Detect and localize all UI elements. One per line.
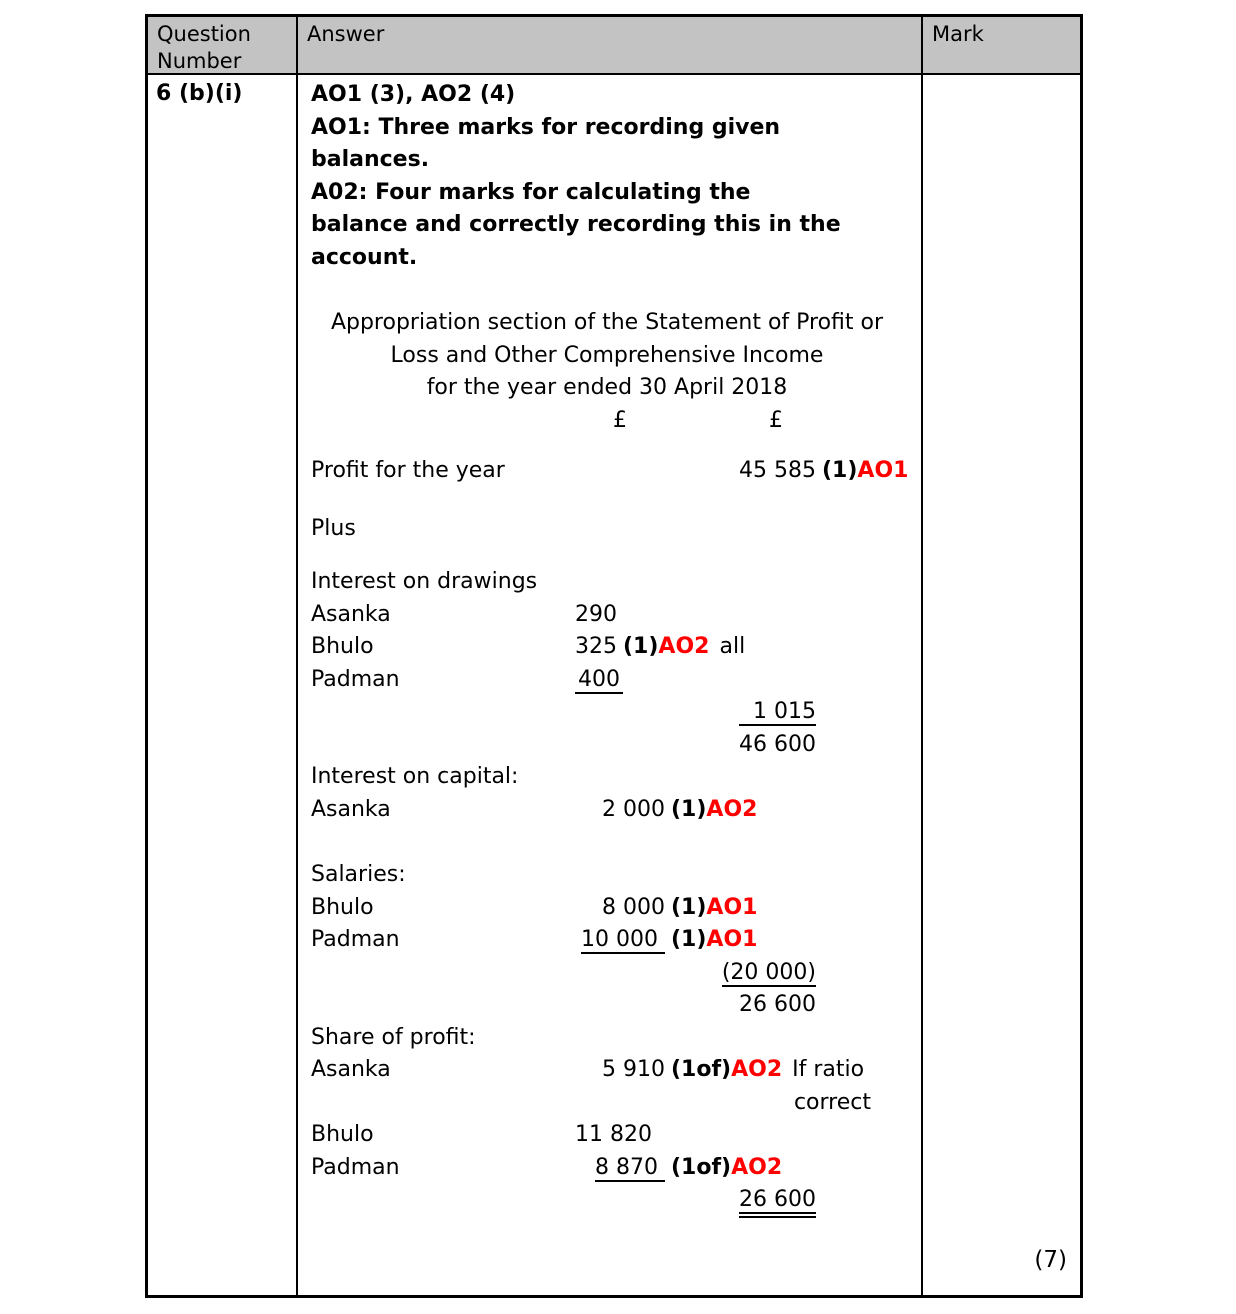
double-underlined-amount: 26 600 xyxy=(739,1187,816,1218)
line-sal-padman xyxy=(311,924,921,957)
ao-tag: AO2 xyxy=(658,634,710,659)
mark-value: (1) xyxy=(822,458,858,483)
line-iod-padman xyxy=(311,664,921,697)
row-amount: 325 xyxy=(575,634,617,659)
statement-title xyxy=(311,307,921,405)
row-amount: 5 910 xyxy=(602,1057,665,1082)
statement-title-line: Loss and Other Comprehensive Income xyxy=(390,342,824,368)
mark-value: (1of) xyxy=(671,1057,732,1082)
guidance-line: AO1 (3), AO2 (4) xyxy=(311,82,516,107)
line-shr-total xyxy=(311,1184,921,1217)
mark-value: (1of) xyxy=(671,1154,732,1180)
row-label: Bhulo xyxy=(311,1122,374,1147)
line-iod-subtotal xyxy=(311,696,921,729)
mark-value: (1) xyxy=(623,634,659,659)
row-amount: 45 585 xyxy=(739,458,816,483)
header-question-number: Question Number xyxy=(148,17,298,73)
question-number-cell: 6 (b)(i) xyxy=(148,75,298,1295)
row-amount xyxy=(575,924,665,957)
row-label: Padman xyxy=(311,666,400,692)
row-label: Asanka xyxy=(311,796,391,822)
mark-value: (1) xyxy=(671,796,707,822)
currency-symbol-col1: £ xyxy=(613,407,627,433)
subtotal-amount xyxy=(311,696,816,729)
marking-guidance-block xyxy=(311,79,921,274)
line-shr-padman xyxy=(311,1152,921,1185)
underlined-amount: (20 000) xyxy=(721,959,816,985)
row-amount: 290 xyxy=(575,601,617,627)
row-amount: 8 000 xyxy=(602,894,665,920)
statement-title-line: Appropriation section of the Statement of Profit or xyxy=(330,310,884,335)
row-label: Bhulo xyxy=(311,634,374,659)
ao-tag: AO1 xyxy=(706,927,758,952)
row-amount xyxy=(575,1152,665,1185)
line-sal-running-total xyxy=(311,989,921,1022)
guidance-line: A02: Four marks for calculating the xyxy=(311,179,751,205)
ao-tag: AO2 xyxy=(731,1154,783,1180)
ao-tag: AO1 xyxy=(706,894,758,920)
header-mark: Mark xyxy=(932,22,984,46)
line-plus: Plus xyxy=(311,515,356,541)
mark-cell xyxy=(923,75,1080,1295)
mark-annotation xyxy=(671,1155,782,1180)
line-sal-subtotal xyxy=(311,957,921,990)
line-profit-for-year xyxy=(311,455,921,488)
ao-tag: AO2 xyxy=(731,1057,783,1082)
line-shr-asanka xyxy=(311,1054,921,1087)
row-amount: 2 000 xyxy=(602,796,665,822)
table-header-row xyxy=(148,17,1080,75)
underlined-amount: 10 000 xyxy=(581,927,665,954)
annotation-note-continued: correct xyxy=(793,1089,871,1115)
line-shr-bhulo xyxy=(311,1119,921,1152)
underlined-amount: 1 015 xyxy=(739,699,816,726)
mark-annotation xyxy=(623,634,745,659)
ao-tag: AO2 xyxy=(706,796,758,822)
annotation-note: If ratio xyxy=(792,1057,865,1082)
guidance-line: balances. xyxy=(311,147,430,172)
row-label: Asanka xyxy=(311,601,391,627)
row-amount: 11 820 xyxy=(575,1122,652,1147)
guidance-line: balance and correctly recording this in the xyxy=(311,212,841,237)
answer-cell xyxy=(298,75,923,1295)
final-total-amount xyxy=(311,1184,816,1217)
currency-header-row xyxy=(311,405,921,438)
total-mark: (7) xyxy=(1034,1247,1067,1273)
heading-interest-on-drawings: Interest on drawings xyxy=(311,569,538,594)
heading-salaries: Salaries: xyxy=(311,862,406,887)
row-label: Profit for the year xyxy=(311,458,505,483)
line-shr-asanka-note2 xyxy=(311,1087,921,1120)
guidance-line: account. xyxy=(311,244,418,270)
mark-value: (1) xyxy=(671,927,707,952)
mark-annotation xyxy=(671,1057,864,1082)
mark-value: (1) xyxy=(671,894,707,920)
currency-symbol-col2: £ xyxy=(769,407,783,433)
running-total-amount: 46 600 xyxy=(739,731,816,757)
statement-title-line: for the year ended 30 April 2018 xyxy=(426,375,788,400)
line-sal-bhulo xyxy=(311,892,921,925)
line-ioc-asanka xyxy=(311,794,921,827)
underlined-amount: 8 870 xyxy=(595,1155,665,1182)
line-iod-asanka xyxy=(311,599,921,632)
row-label: Bhulo xyxy=(311,894,374,920)
mark-annotation xyxy=(671,927,757,952)
guidance-line: AO1: Three marks for recording given xyxy=(311,114,781,140)
heading-share-of-profit: Share of profit: xyxy=(311,1024,476,1050)
row-label: Padman xyxy=(311,927,400,952)
mark-annotation xyxy=(822,458,908,483)
row-label: Padman xyxy=(311,1154,400,1180)
subtotal-amount xyxy=(311,957,816,990)
row-label: Asanka xyxy=(311,1057,391,1082)
mark-scheme-table xyxy=(145,14,1083,1298)
mark-annotation xyxy=(671,895,757,920)
table-body-row xyxy=(148,75,1080,1295)
row-amount-underlined: 400 xyxy=(575,667,623,694)
heading-interest-on-capital: Interest on capital: xyxy=(311,764,519,789)
annotation-note: all xyxy=(719,634,746,659)
line-iod-bhulo xyxy=(311,631,921,664)
header-answer: Answer xyxy=(298,17,923,73)
line-iod-running-total xyxy=(311,729,921,762)
ao-tag: AO1 xyxy=(857,458,909,483)
running-total-amount: 26 600 xyxy=(739,992,816,1017)
mark-annotation xyxy=(671,797,757,822)
